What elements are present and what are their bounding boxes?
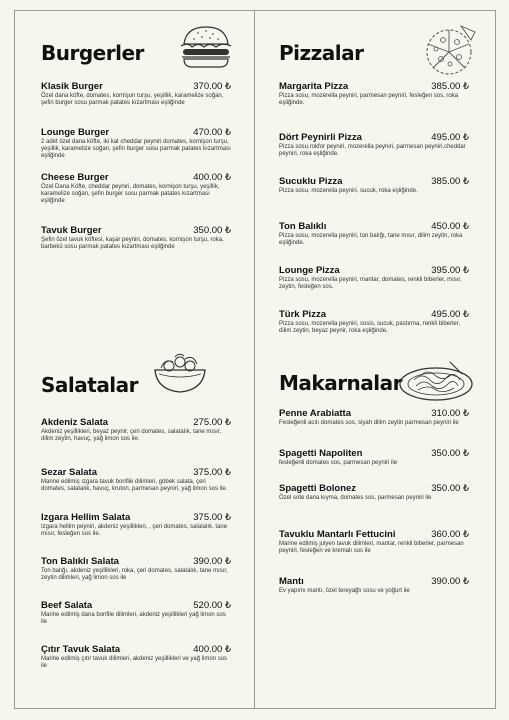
item-price: 375.00 ₺ — [193, 467, 231, 478]
column-divider — [254, 10, 255, 709]
item-description: Özel Dana Köfte, cheddar peyniri, domates, kornişon turşu, yeşillik, karamelize soğan, şefin burger sosu parmak patates kızartması eşliğinde — [41, 184, 220, 205]
item-description: Özel sote dana kıyma, domates sos, parmesan peyniri ile — [279, 495, 432, 501]
item-name: Akdeniz Salata — [41, 417, 109, 428]
item-price: 400.00 ₺ — [193, 172, 231, 183]
item-description: Ton balığı, akdeniz yeşillikleri, roka, çeri domates, salatalık, tane mısır, zeytin dilimleri, yağ limon sos ile — [41, 568, 228, 582]
item-price: 470.00 ₺ — [193, 127, 231, 138]
salad-icon — [151, 350, 209, 396]
item-price: 520.00 ₺ — [193, 600, 231, 611]
item-name: Dört Peynirli Pizza — [279, 132, 362, 143]
item-price: 350.00 ₺ — [193, 225, 231, 236]
item-description: Şefin özel tavuk köftesi, kaşar peyniri, domates, kornişon turşu, roka, barbekü sosu parmak patates kızartması eşliğinde — [41, 237, 224, 251]
menu-item — [279, 408, 469, 427]
item-price: 275.00 ₺ — [193, 417, 231, 428]
item-price: 390.00 ₺ — [431, 576, 469, 587]
item-price: 350.00 ₺ — [431, 448, 469, 459]
item-price: 350.00 ₺ — [431, 483, 469, 494]
menu-item — [41, 600, 231, 626]
item-description: 2 adet özel dana köfte, iki kat cheddar peyniri domates, kornişon turşu, yeşillik, karamelize soğan, şefin burger sosu parmak patates kızartması eşliğinde — [41, 139, 231, 160]
item-price: 450.00 ₺ — [431, 221, 469, 232]
item-name: Izgara Hellim Salata — [41, 512, 131, 523]
item-name: Spagetti Bolonez — [279, 483, 357, 494]
menu-item — [279, 529, 469, 555]
item-description: Pizza sosu, mozerella peyniri, ton balığı, tane mısır, dilim zeytin, roka eşliğinde. — [279, 233, 463, 247]
item-price: 395.00 ₺ — [431, 265, 469, 276]
item-description: Ev yapımı mantı, özel tereyağlı sosu ve yoğurt ile — [279, 588, 410, 594]
item-name: Cheese Burger — [41, 172, 109, 183]
menu-item — [279, 483, 469, 502]
item-name: Klasik Burger — [41, 81, 103, 92]
item-description: Pizza sosu, mozerella peyniri, mantar, domates, renkli biberler, mısır, zeytin, fesleğen sos. — [279, 277, 462, 291]
menu-item — [279, 448, 469, 467]
menu-item — [279, 221, 469, 247]
item-name: Tavuk Burger — [41, 225, 102, 236]
item-price: 390.00 ₺ — [193, 556, 231, 567]
pasta-icon — [398, 358, 474, 404]
item-name: Sucuklu Pizza — [279, 176, 343, 187]
menu-item — [41, 644, 231, 670]
item-description: Marine edilmiş julyen tavuk dilimleri, mantar, renkli biberler, parmesan peyniri, fesleğen ve kremalı sos ile — [279, 541, 464, 555]
item-price: 375.00 ₺ — [193, 512, 231, 523]
item-description: Akdeniz yeşillikleri, beyaz peynir, çeri domates, salatalık, tane mısır, dilim zeytin, havuç, yağ limon sos ile. — [41, 429, 222, 443]
menu-item — [41, 417, 231, 443]
pizza-icon — [421, 22, 477, 78]
item-price: 385.00 ₺ — [431, 81, 469, 92]
item-name: Margarita Pizza — [279, 81, 349, 92]
item-name: Sezar Salata — [41, 467, 97, 478]
item-name: Ton Balıklı Salata — [41, 556, 119, 567]
item-description: Fesleğenli acılı domates sos, siyah dilim zeytin parmesan peyniri ile — [279, 420, 459, 426]
section-title-salads: Salatalar — [41, 373, 139, 397]
menu-item — [41, 172, 231, 206]
item-price: 310.00 ₺ — [431, 408, 469, 419]
item-name: Penne Arabiatta — [279, 408, 351, 419]
item-name: Çıtır Tavuk Salata — [41, 644, 121, 655]
menu-item — [41, 225, 231, 251]
burger-icon — [178, 24, 234, 70]
menu-item — [41, 127, 231, 161]
section-title-pastas: Makarnalar — [279, 371, 403, 395]
item-name: Ton Balıklı — [279, 221, 327, 232]
menu-item — [279, 132, 469, 158]
menu-item — [41, 512, 231, 538]
item-name: Türk Pizza — [279, 309, 326, 320]
menu-item — [279, 309, 469, 335]
item-name: Spagetti Napoliten — [279, 448, 363, 459]
item-price: 360.00 ₺ — [431, 529, 469, 540]
menu-item — [279, 176, 469, 195]
item-price: 370.00 ₺ — [193, 81, 231, 92]
item-name: Lounge Pizza — [279, 265, 340, 276]
item-description: Izgara hellim peyniri, akdeniz yeşillikleri, , çeri domates, salatalık, tane mısır, fesleğen sos ile. — [41, 524, 228, 538]
item-description: Marine edilmiş ızgara tavuk bonfile dilimleri, göbek salata, çeri domates, salatalık, havuç, kruton, parmesan peyniri, yağ limon sos ile. — [41, 479, 228, 493]
item-description: Pizza sosu, mozerella peyniri, sucuk, roka eşliğinde. — [279, 188, 418, 194]
menu-item — [41, 81, 231, 107]
item-description: Pizza sosu, mozerella peyniri, parmesan peyniri, fesleğen sos, roka eşliğinde. — [279, 93, 459, 107]
item-price: 495.00 ₺ — [431, 132, 469, 143]
item-description: Marine edilmiş dana bonfile dilimleri, akdeniz yeşillikleri yağ limon sos ile — [41, 612, 226, 626]
menu-item — [279, 265, 469, 291]
section-title-pizzas: Pizzalar — [279, 41, 364, 65]
menu-item — [279, 81, 469, 107]
menu-item — [279, 576, 469, 595]
menu-item — [41, 556, 231, 582]
item-description: Marine edilmiş çıtır tavuk dilimleri, akdeniz yeşillikleri ve yağ limon sos ile — [41, 656, 228, 670]
item-price: 495.00 ₺ — [431, 309, 469, 320]
item-name: Beef Salata — [41, 600, 93, 611]
section-title-burgers: Burgerler — [41, 41, 144, 65]
item-name: Tavuklu Mantarlı Fettucini — [279, 529, 396, 540]
item-price: 400.00 ₺ — [193, 644, 231, 655]
item-description: Özel dana köfte, domates, kornişon turşu, yeşillik, karamelize soğan, şefin burger sosu parmak patates kızartması eşliğinde — [41, 93, 224, 107]
item-name: Mantı — [279, 576, 304, 587]
item-name: Lounge Burger — [41, 127, 110, 138]
menu-item — [41, 467, 231, 493]
item-description: fesleğenli domates sos, parmesan peyniri ile — [279, 460, 398, 466]
item-description: Pizza sosu,rokfor peyniri, mozerella peyniri, parmesan peyniri,cheddar peyniri, roka eşliğinde. — [279, 144, 466, 158]
item-price: 385.00 ₺ — [431, 176, 469, 187]
item-description: Pizza sosu, mozerella peyniri, sosis, sucuk, pastırma, renkli biberler, dilim zeytin, beyaz peynir, roka eşliğinde. — [279, 321, 461, 335]
